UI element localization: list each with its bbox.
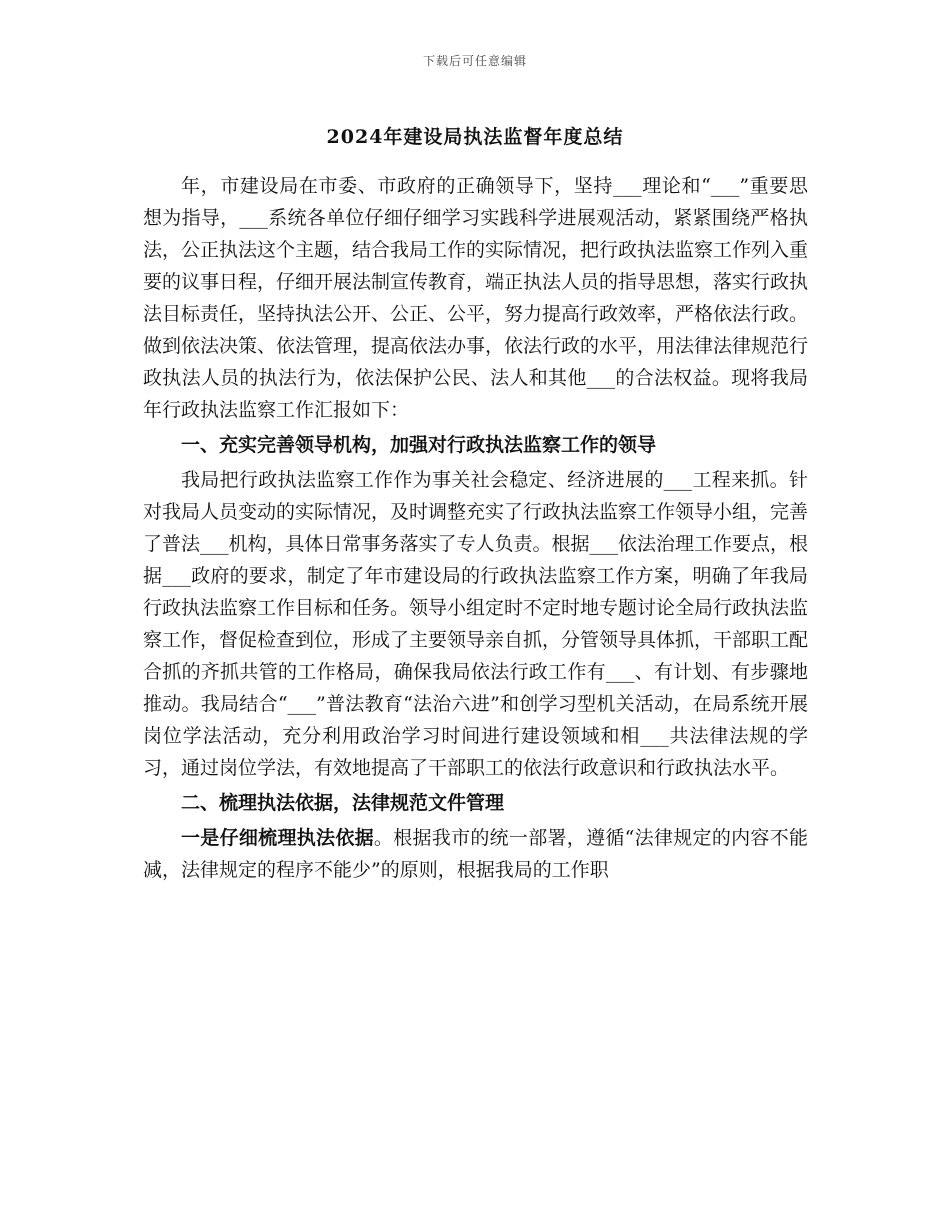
paragraph-text: 。根据我市的统一部署，遵循“法律规定的内容不能减，法律规定的程序不能少”的原则，根据我局的工作职 [143,827,808,881]
document-body [143,170,808,886]
paragraph-section-2 [143,822,808,886]
section-heading-2: 二、梳理执法依据，法律规范文件管理 [181,792,505,814]
paragraph-intro: 年，市建设局在市委、市政府的正确领导下，坚持___理论和“___”重要思想为指导，___系统各单位仔细仔细学习实践科学进展观活动，紧紧围绕严格执法，公正执法这个主题，结合我局工作的实际情况，把行政执法监察工作列入重要的议事日程，仔细开展法制宣传教育，端正执法人员的指导思想，落实行政执法目标责任，坚持执法公开、公正、公平，努力提高行政效率，严格依法行政。做到依法决策、依法管理，提高依法办事，依法行政的水平，用法律法律规范行政执法人员的执法行为，依法保护公民、法人和其他___的合法权益。现将我局年行政执法监察工作汇报如下： [143,175,809,421]
paragraph-section-1: 我局把行政执法监察工作作为事关社会稳定、经济进展的___工程来抓。针对我局人员变动的实际情况，及时调整充实了行政执法监察工作领导小组，完善了普法___机构，具体日常事务落实了专人负责。根据___依法治理工作要点，根据___政府的要求，制定了年市建设局的行政执法监察工作方案，明确了年我局行政执法监察工作目标和任务。领导小组定时不定时地专题讨论全局行政执法监察工作，督促检查到位，形成了主要领导亲自抓，分管领导具体抓，干部职工配合抓的齐抓共管的工作格局，确保我局依法行政工作有___、有计划、有步骤地推动。我局结合“___”普法教育“法治六进”和创学习型机关活动，在局系统开展岗位学法活动，充分利用政治学习时间进行建设领域和相___共法律法规的学习，通过岗位学法，有效地提高了干部职工的依法行政意识和行政执法水平。 [143,469,809,779]
document-title: 2024年建设局执法监督年度总结 [326,126,624,148]
page-header: 下载后可任意编辑 [422,54,527,68]
paragraph-lead-phrase: 一是仔细梳理执法依据 [181,827,374,849]
section-heading-1: 一、充实完善领导机构，加强对行政执法监察工作的领导 [181,434,657,456]
